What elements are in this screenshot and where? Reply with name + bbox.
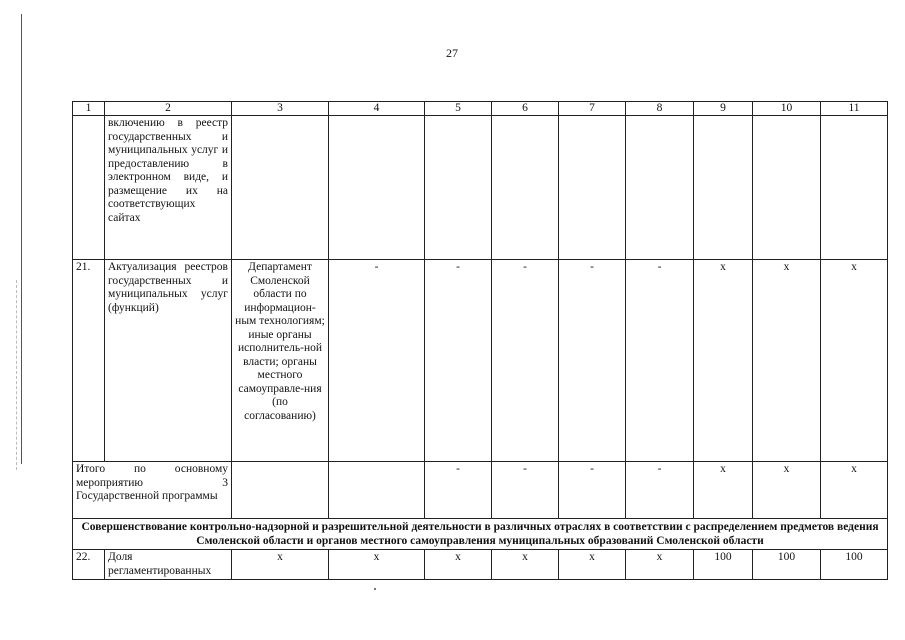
value-cell: х — [821, 260, 888, 462]
executor-cell — [232, 116, 329, 260]
value-cell: х — [753, 462, 821, 519]
column-header: 7 — [559, 102, 626, 116]
section-title: Совершенствование контрольно-надзорной и разрешительной деятельности в различных отраслях в соответствии с распределением предметов ведения Смоленской области и органов местного самоуправления муниципальных образований Смоленской области — [73, 519, 888, 550]
column-header: 11 — [821, 102, 888, 116]
value-cell — [329, 116, 425, 260]
column-header: 6 — [492, 102, 559, 116]
column-header: 3 — [232, 102, 329, 116]
column-header: 9 — [694, 102, 753, 116]
column-header: 4 — [329, 102, 425, 116]
value-cell: х — [694, 260, 753, 462]
left-margin-rule — [21, 14, 22, 464]
value-cell: 100 — [753, 550, 821, 580]
value-cell — [425, 116, 492, 260]
column-header: 2 — [105, 102, 232, 116]
value-cell: - — [626, 260, 694, 462]
executor-cell: Департамент Смоленской области по информацион-ным технологиям; иные органы исполнитель-ной власти; органы местного самоуправле-ния (по согласованию) — [232, 260, 329, 462]
value-cell — [821, 116, 888, 260]
value-cell: - — [425, 462, 492, 519]
activity-text-cell: Доля регламентированных — [105, 550, 232, 580]
value-cell: х — [626, 550, 694, 580]
total-row — [73, 462, 888, 519]
activity-text-cell: включению в реестр государственных и муниципальных услуг и предоставлению в электронном виде, и размещение их на соответствующих сайтах — [105, 116, 232, 260]
value-cell: х — [694, 462, 753, 519]
value-cell — [329, 462, 425, 519]
executor-cell — [232, 462, 329, 519]
column-header: 1 — [73, 102, 105, 116]
value-cell: - — [559, 462, 626, 519]
left-margin-dashes — [16, 280, 17, 470]
column-header: 5 — [425, 102, 492, 116]
value-cell — [559, 116, 626, 260]
table-row — [73, 116, 888, 260]
column-header: 10 — [753, 102, 821, 116]
value-cell: х — [492, 550, 559, 580]
value-cell — [753, 116, 821, 260]
value-cell — [492, 116, 559, 260]
program-table — [72, 101, 888, 580]
table-row — [73, 550, 888, 580]
value-cell: х — [753, 260, 821, 462]
value-cell: - — [626, 462, 694, 519]
value-cell: х — [425, 550, 492, 580]
column-header: 8 — [626, 102, 694, 116]
value-cell: х — [559, 550, 626, 580]
page-number: 27 — [446, 46, 458, 60]
activity-text-cell: Актуализация реестров государственных и муниципальных услуг (функций) — [105, 260, 232, 462]
table-row — [73, 260, 888, 462]
value-cell: х — [232, 550, 329, 580]
row-number-cell: 21. — [73, 260, 105, 462]
value-cell — [626, 116, 694, 260]
value-cell: - — [329, 260, 425, 462]
total-label-cell: Итого по основному мероприятию 3 Государственной программы — [73, 462, 232, 519]
value-cell: 100 — [821, 550, 888, 580]
section-title-row — [73, 519, 888, 550]
value-cell — [694, 116, 753, 260]
value-cell: х — [821, 462, 888, 519]
value-cell: - — [492, 260, 559, 462]
value-cell: 100 — [694, 550, 753, 580]
row-number-cell — [73, 116, 105, 260]
value-cell: х — [329, 550, 425, 580]
scan-dot — [374, 588, 376, 590]
value-cell: - — [559, 260, 626, 462]
value-cell: - — [425, 260, 492, 462]
row-number-cell: 22. — [73, 550, 105, 580]
column-number-row — [73, 102, 888, 116]
value-cell: - — [492, 462, 559, 519]
